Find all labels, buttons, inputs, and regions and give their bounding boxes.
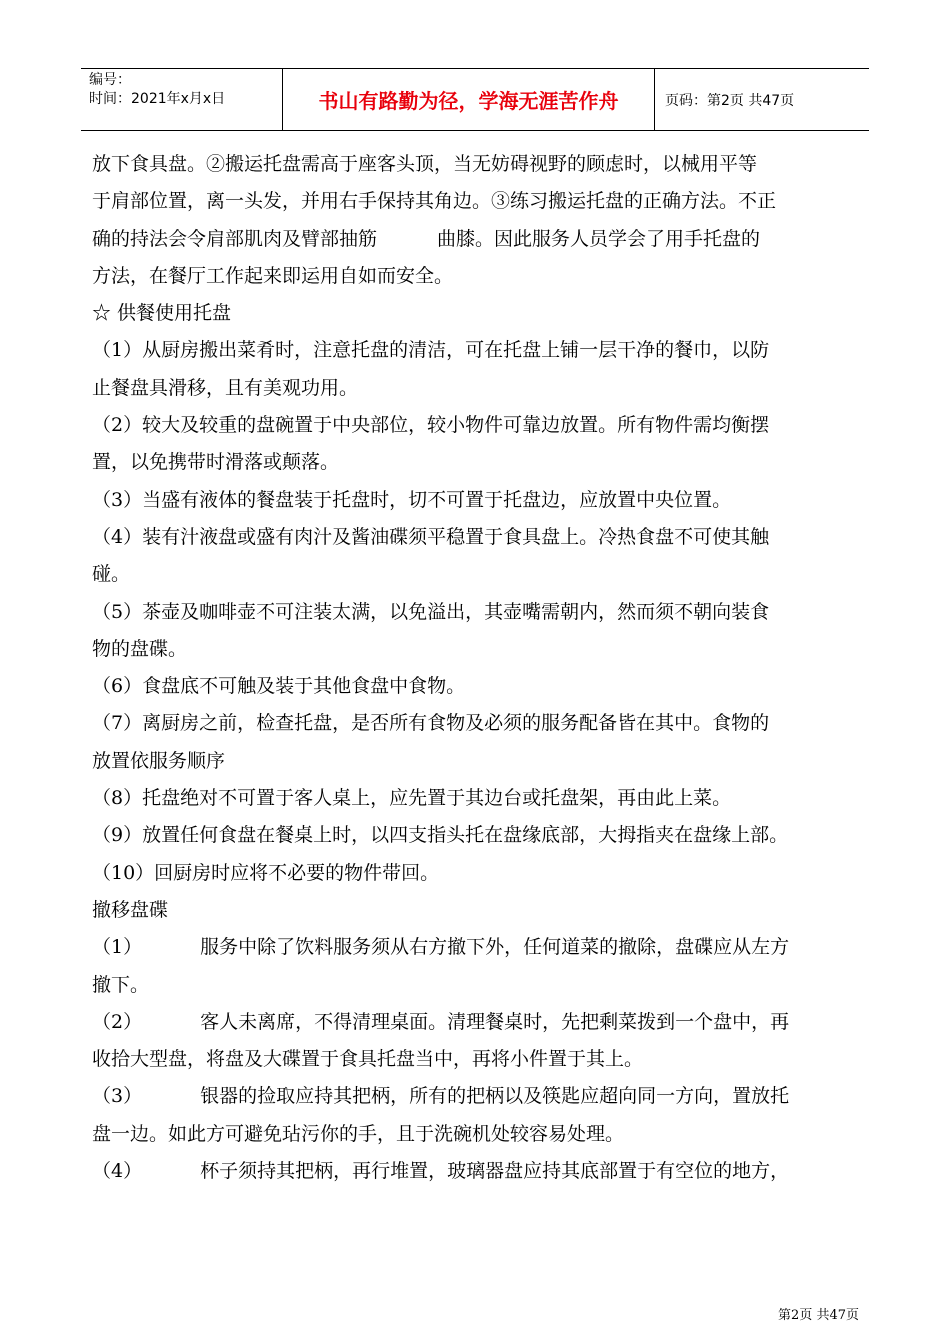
body-line: （1）从厨房搬出菜肴时，注意托盘的清洁，可在托盘上铺一层干净的餐巾，以防 bbox=[92, 339, 770, 362]
item-text: 服务中除了饮料服务须从右方撤下外，任何道菜的撤除，盘碟应从左方 bbox=[200, 936, 790, 959]
body-line: （10）回厨房时应将不必要的物件带回。 bbox=[92, 861, 440, 884]
item-text: 杯子须持其把柄，再行堆置，玻璃器盘应持其底部置于有空位的地方， bbox=[200, 1160, 790, 1183]
body-line: 物的盘碟。 bbox=[92, 637, 188, 660]
number-label: 编号： bbox=[89, 72, 131, 88]
body-line bbox=[92, 929, 860, 966]
page-footer: 第2页 共47页 bbox=[778, 1308, 859, 1323]
body-line: （9）放置任何食盘在餐桌上时，以四支指头托在盘缘底部，大拇指夹在盘缘上部。 bbox=[92, 824, 789, 847]
body-line: 止餐盘具滑移，且有美观功用。 bbox=[92, 376, 359, 399]
header-page-info: 页码：第2页 共47页 bbox=[665, 92, 795, 109]
body-line: （6）食盘底不可触及装于其他食盘中食物。 bbox=[92, 675, 466, 698]
body-line: （5）茶壶及咖啡壶不可注装太满，以免溢出，其壶嘴需朝内，然而须不朝向装食 bbox=[92, 600, 770, 623]
section-heading-tray-use: ☆ 供餐使用托盘 bbox=[92, 302, 232, 325]
body-line bbox=[92, 1078, 860, 1115]
body-line bbox=[92, 1153, 860, 1190]
body-line: 放下食具盘。②搬运托盘需高于座客头顶，当无妨碍视野的顾虑时，以械用平等 bbox=[92, 153, 758, 175]
body-line-part: 确的持法会令肩部肌肉及臂部抽筋 bbox=[92, 227, 378, 250]
body-line: 盘一边。如此方可避免玷污你的手，且于洗碗机处较容易处理。 bbox=[92, 1122, 625, 1145]
body-line: 放置依服务顺序 bbox=[92, 749, 226, 772]
body-line: （7）离厨房之前，检查托盘，是否所有食物及必须的服务配备皆在其中。食物的 bbox=[92, 712, 770, 735]
item-text: 客人未离席，不得清理桌面。清理餐桌时，先把剩菜拨到一个盘中，再 bbox=[200, 1010, 790, 1033]
item-number: （3） bbox=[92, 1085, 143, 1108]
body-line: （3）当盛有液体的餐盘装于托盘时，切不可置于托盘边，应放置中央位置。 bbox=[92, 488, 732, 511]
body-line: 收拾大型盘，将盘及大碟置于食具托盘当中，再将小件置于其上。 bbox=[92, 1048, 644, 1071]
body-line-part: 曲膝。因此服务人员学会了用手托盘的 bbox=[437, 227, 761, 250]
body-line: 碰。 bbox=[92, 563, 131, 586]
body-line: （2）较大及较重的盘碗置于中央部位，较小物件可靠边放置。所有物件需均衡摆 bbox=[92, 414, 770, 437]
item-text: 银器的捡取应持其把柄，所有的把柄以及筷匙应超向同一方向，置放托 bbox=[200, 1085, 790, 1108]
header-meta bbox=[81, 69, 283, 130]
body-line: 置，以免携带时滑落或颠落。 bbox=[92, 451, 340, 474]
body-line bbox=[92, 221, 860, 258]
header-motto: 书山有路勤为径，学海无涯苦作舟 bbox=[283, 69, 655, 130]
item-number: （1） bbox=[92, 936, 143, 959]
item-number: （2） bbox=[92, 1010, 143, 1033]
body-line: （8）托盘绝对不可置于客人桌上，应先置于其边台或托盘架，再由此上菜。 bbox=[92, 787, 732, 810]
page-header bbox=[81, 68, 869, 131]
time-label: 时间：2021年x月x日 bbox=[89, 91, 226, 107]
section-heading-clearing: 撤移盘碟 bbox=[92, 898, 169, 921]
body-line: 方法，在餐厅工作起来即运用自如而安全。 bbox=[92, 264, 454, 287]
body-line: 于肩部位置，离一头发，并用右手保持其角边。③练习搬运托盘的正确方法。不正 bbox=[92, 190, 777, 213]
body-line: 撤下。 bbox=[92, 973, 150, 996]
item-number: （4） bbox=[92, 1160, 143, 1183]
document-body bbox=[92, 146, 860, 1190]
body-line bbox=[92, 1004, 860, 1041]
body-line: （4）装有汁液盘或盛有肉汁及酱油碟须平稳置于食具盘上。冷热食盘不可使其触 bbox=[92, 525, 770, 548]
